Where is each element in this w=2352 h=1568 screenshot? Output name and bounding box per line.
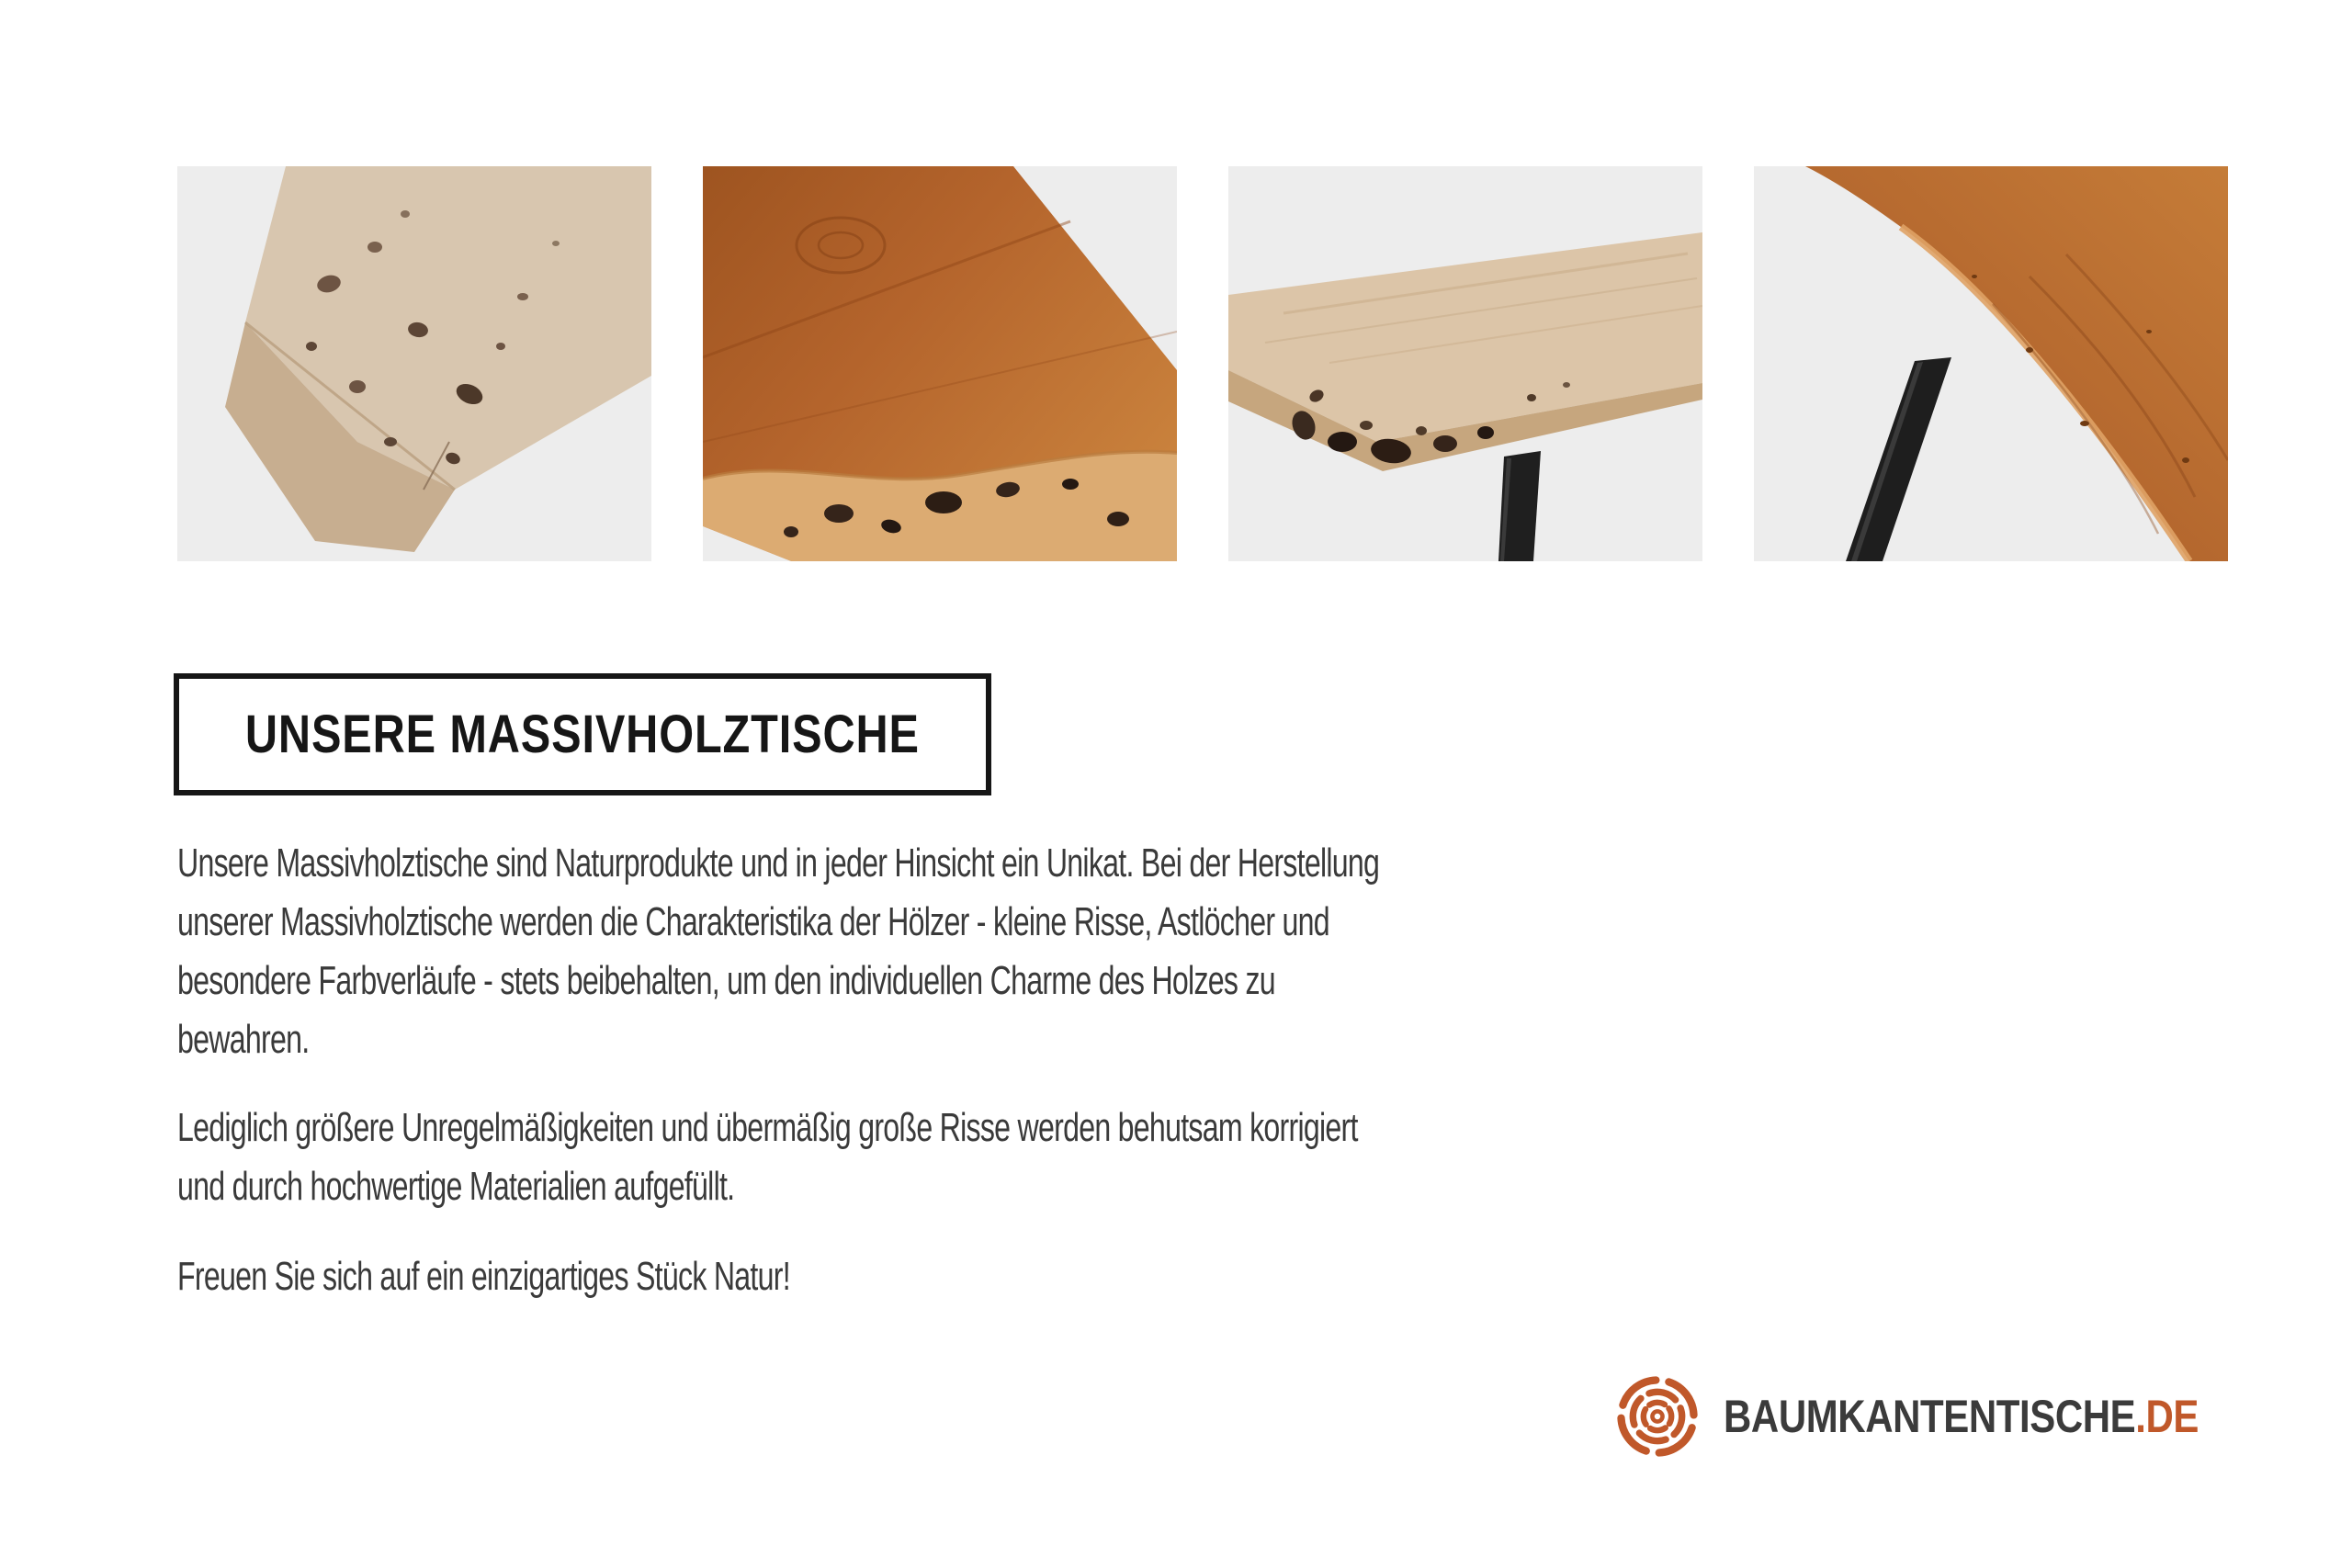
text-line: bewahren. — [177, 1017, 310, 1062]
paragraph-closing — [177, 1247, 1017, 1306]
product-photo-4 — [1754, 166, 2228, 561]
section-title-box — [174, 673, 991, 795]
wood-live-edge-illustration — [703, 166, 1177, 561]
text-line: Unsere Massivholztische sind Naturprodukte und in jeder Hinsicht ein Unikat. Bei der Herstellung — [177, 840, 1380, 886]
text-line: Freuen Sie sich auf ein einzigartiges Stück Natur! — [177, 1254, 790, 1299]
brand-tld: .DE — [2135, 1391, 2199, 1442]
product-photo-2 — [703, 166, 1177, 561]
wood-top-leg-illustration — [1754, 166, 2228, 561]
tree-rings-icon — [1615, 1372, 1700, 1461]
wood-corner-illustration — [177, 166, 651, 561]
text-line: unserer Massivholztische werden die Charakteristika der Hölzer - kleine Risse, Astlöcher und — [177, 899, 1329, 944]
product-photo-1 — [177, 166, 651, 561]
product-photo-3 — [1228, 166, 1702, 561]
brand-logo — [1615, 1369, 2290, 1464]
paragraph-intro — [177, 834, 1824, 1069]
wood-slab-leg-illustration — [1228, 166, 1702, 561]
brand-name: BAUMKANTENTISCHE — [1724, 1391, 2136, 1442]
paragraph-corrections — [177, 1099, 1794, 1216]
text-line: besondere Farbverläufe - stets beibehalten, um den individuellen Charme des Holzes zu — [177, 958, 1275, 1003]
text-line: und durch hochwertige Materialien aufgefüllt. — [177, 1164, 735, 1209]
text-line: Lediglich größere Unregelmäßigkeiten und übermäßig große Risse werden behutsam korrigiert — [177, 1105, 1358, 1150]
brand-wordmark — [1724, 1390, 2199, 1443]
section-title: UNSERE MASSIVHOLZTISCHE — [245, 705, 920, 764]
